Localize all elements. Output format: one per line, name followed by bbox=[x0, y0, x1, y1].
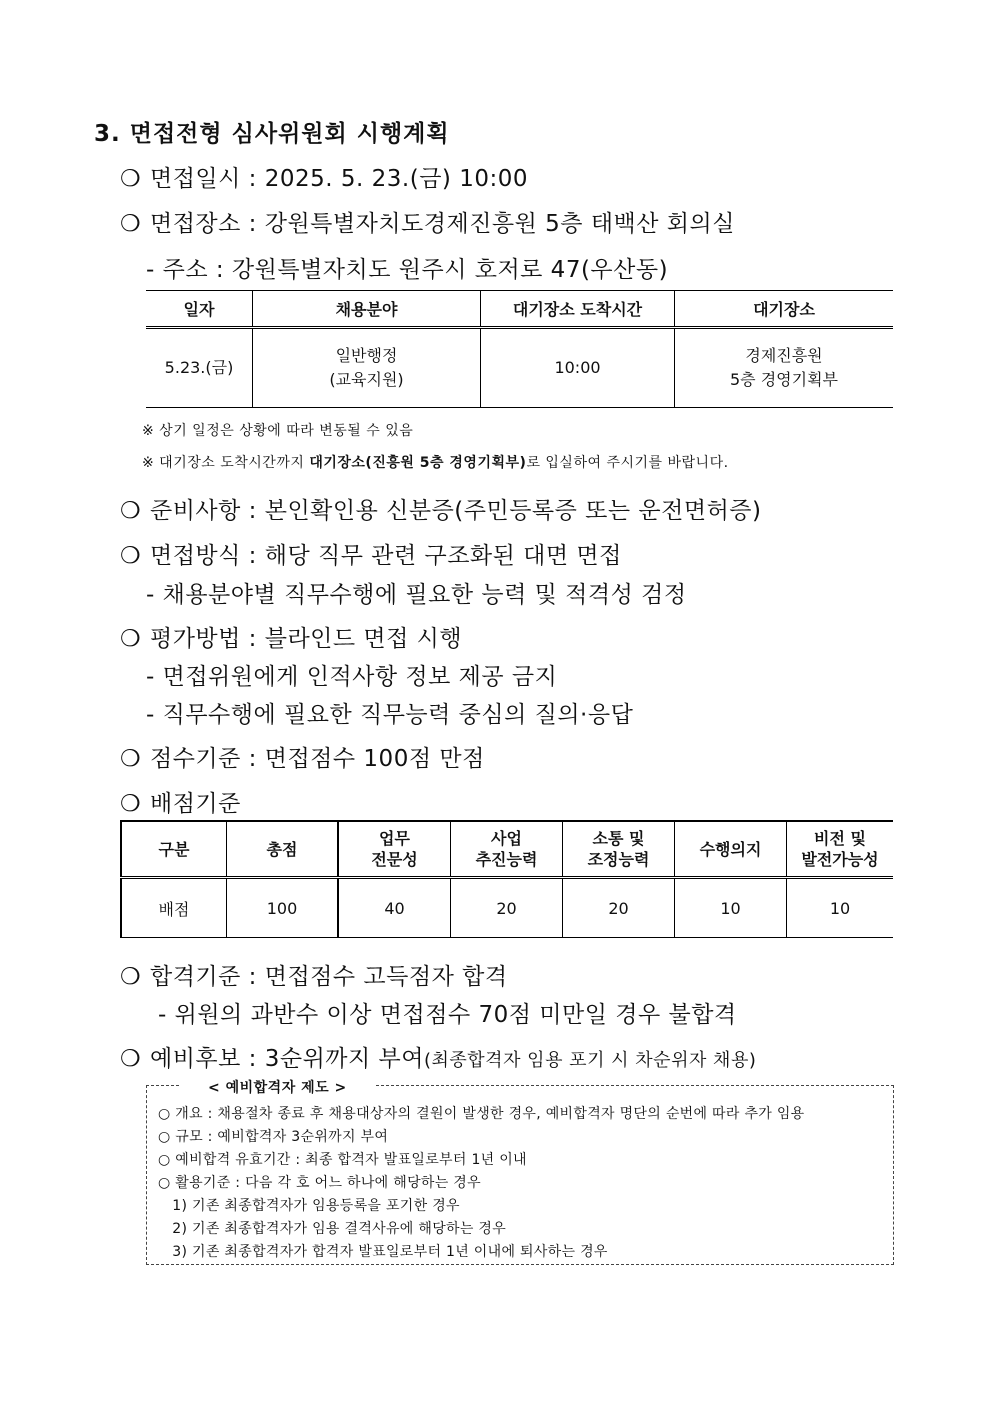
reserve-box-line: ○ 개요 : 채용절차 종료 후 채용대상자의 결원이 발생한 경우, 예비합격자 명단의 순번에 따라 추가 임용 bbox=[158, 1106, 805, 1122]
bullet-icon: ❍ bbox=[120, 964, 142, 990]
allocation-cell: 20 bbox=[563, 878, 675, 938]
reserve-box-line: ○ 활용기준 : 다음 각 호 어느 하나에 해당하는 경우 bbox=[158, 1175, 481, 1191]
section-title: 3. 면접전형 심사위원회 시행계획 bbox=[94, 121, 450, 147]
note-waiting-place: ※ 대기장소 도착시간까지 대기장소(진흥원 5층 경영기획부)로 입실하여 주시기를 바랍니다. bbox=[142, 455, 729, 471]
schedule-header: 채용분야 bbox=[253, 291, 481, 328]
reserve-candidates: ❍ 예비후보 : 3순위까지 부여(최종합격자 임용 포기 시 차순위자 채용) bbox=[120, 1046, 757, 1072]
allocation-cell: 10 bbox=[787, 878, 894, 938]
bullet-icon: ❍ bbox=[120, 543, 142, 569]
schedule-header: 일자 bbox=[146, 291, 253, 328]
evaluation-method: ❍ 평가방법 : 블라인드 면접 시행 bbox=[120, 626, 463, 652]
schedule-date: 5.23.(금) bbox=[146, 328, 253, 408]
schedule-header: 대기장소 도착시간 bbox=[481, 291, 675, 328]
allocation-cell: 배점 bbox=[121, 878, 227, 938]
score-standard: ❍ 점수기준 : 면접점수 100점 만점 bbox=[120, 746, 485, 772]
reserve-box-title: < 예비합격자 제도 > bbox=[180, 1077, 375, 1097]
method-detail: - 채용분야별 직무수행에 필요한 능력 및 적격성 검정 bbox=[146, 582, 687, 608]
bullet-icon: ❍ bbox=[120, 1046, 142, 1072]
bullet-icon: ❍ bbox=[120, 211, 142, 237]
pass-detail: - 위원의 과반수 이상 면접점수 70점 미만일 경우 불합격 bbox=[158, 1002, 737, 1028]
bullet-icon: ❍ bbox=[120, 626, 142, 652]
allocation-cell: 20 bbox=[451, 878, 563, 938]
allocation-cell: 10 bbox=[675, 878, 787, 938]
interview-place: ❍ 면접장소 : 강원특별자치도경제진흥원 5층 태백산 회의실 bbox=[120, 211, 735, 237]
table-row bbox=[146, 328, 893, 408]
preparation: ❍ 준비사항 : 본인확인용 신분증(주민등록증 또는 운전면허증) bbox=[120, 498, 762, 524]
interview-method: ❍ 면접방식 : 해당 직무 관련 구조화된 대면 면접 bbox=[120, 543, 622, 569]
allocation-title: ❍ 배점기준 bbox=[120, 791, 241, 817]
address: - 주소 : 강원특별자치도 원주시 호저로 47(우산동) bbox=[146, 257, 669, 283]
allocation-cell: 40 bbox=[338, 878, 451, 938]
reserve-box-line: ○ 예비합격 유효기간 : 최종 합격자 발표일로부터 1년 이내 bbox=[158, 1152, 527, 1168]
allocation-cell: 100 bbox=[227, 878, 339, 938]
pass-standard: ❍ 합격기준 : 면접점수 고득점자 합격 bbox=[120, 964, 508, 990]
bullet-icon: ❍ bbox=[120, 166, 142, 192]
reserve-box-line: 3) 기존 최종합격자가 합격자 발표일로부터 1년 이내에 퇴사하는 경우 bbox=[158, 1244, 608, 1260]
schedule-header: 대기장소 bbox=[675, 291, 894, 328]
evaluation-detail: - 면접위원에게 인적사항 정보 제공 금지 bbox=[146, 664, 558, 690]
schedule-arrival: 10:00 bbox=[481, 328, 675, 408]
schedule-place: 경제진흥원 5층 경영기획부 bbox=[675, 328, 894, 408]
reserve-box-line: ○ 규모 : 예비합격자 3순위까지 부여 bbox=[158, 1129, 389, 1145]
evaluation-detail: - 직무수행에 필요한 직무능력 중심의 질의·응답 bbox=[146, 702, 634, 728]
allocation-header: 사업 추진능력 bbox=[451, 821, 563, 878]
allocation-header: 구분 bbox=[121, 821, 227, 878]
note-schedule-change: ※ 상기 일정은 상황에 따라 변동될 수 있음 bbox=[142, 423, 414, 439]
reserve-box-line: 1) 기존 최종합격자가 임용등록을 포기한 경우 bbox=[158, 1198, 460, 1214]
allocation-header: 수행의지 bbox=[675, 821, 787, 878]
bullet-icon: ❍ bbox=[120, 746, 142, 772]
allocation-header: 비전 및 발전가능성 bbox=[787, 821, 894, 878]
reserve-box-line: 2) 기존 최종합격자가 임용 결격사유에 해당하는 경우 bbox=[158, 1221, 507, 1237]
schedule-field: 일반행정 (교육지원) bbox=[253, 328, 481, 408]
interview-date: ❍ 면접일시 : 2025. 5. 23.(금) 10:00 bbox=[120, 166, 528, 192]
table-row bbox=[121, 878, 893, 938]
allocation-header: 총점 bbox=[227, 821, 339, 878]
bullet-icon: ❍ bbox=[120, 791, 142, 817]
bullet-icon: ❍ bbox=[120, 498, 142, 524]
schedule-table bbox=[146, 290, 893, 408]
allocation-header: 업무 전문성 bbox=[338, 821, 451, 878]
allocation-header: 소통 및 조정능력 bbox=[563, 821, 675, 878]
allocation-table bbox=[120, 820, 893, 938]
